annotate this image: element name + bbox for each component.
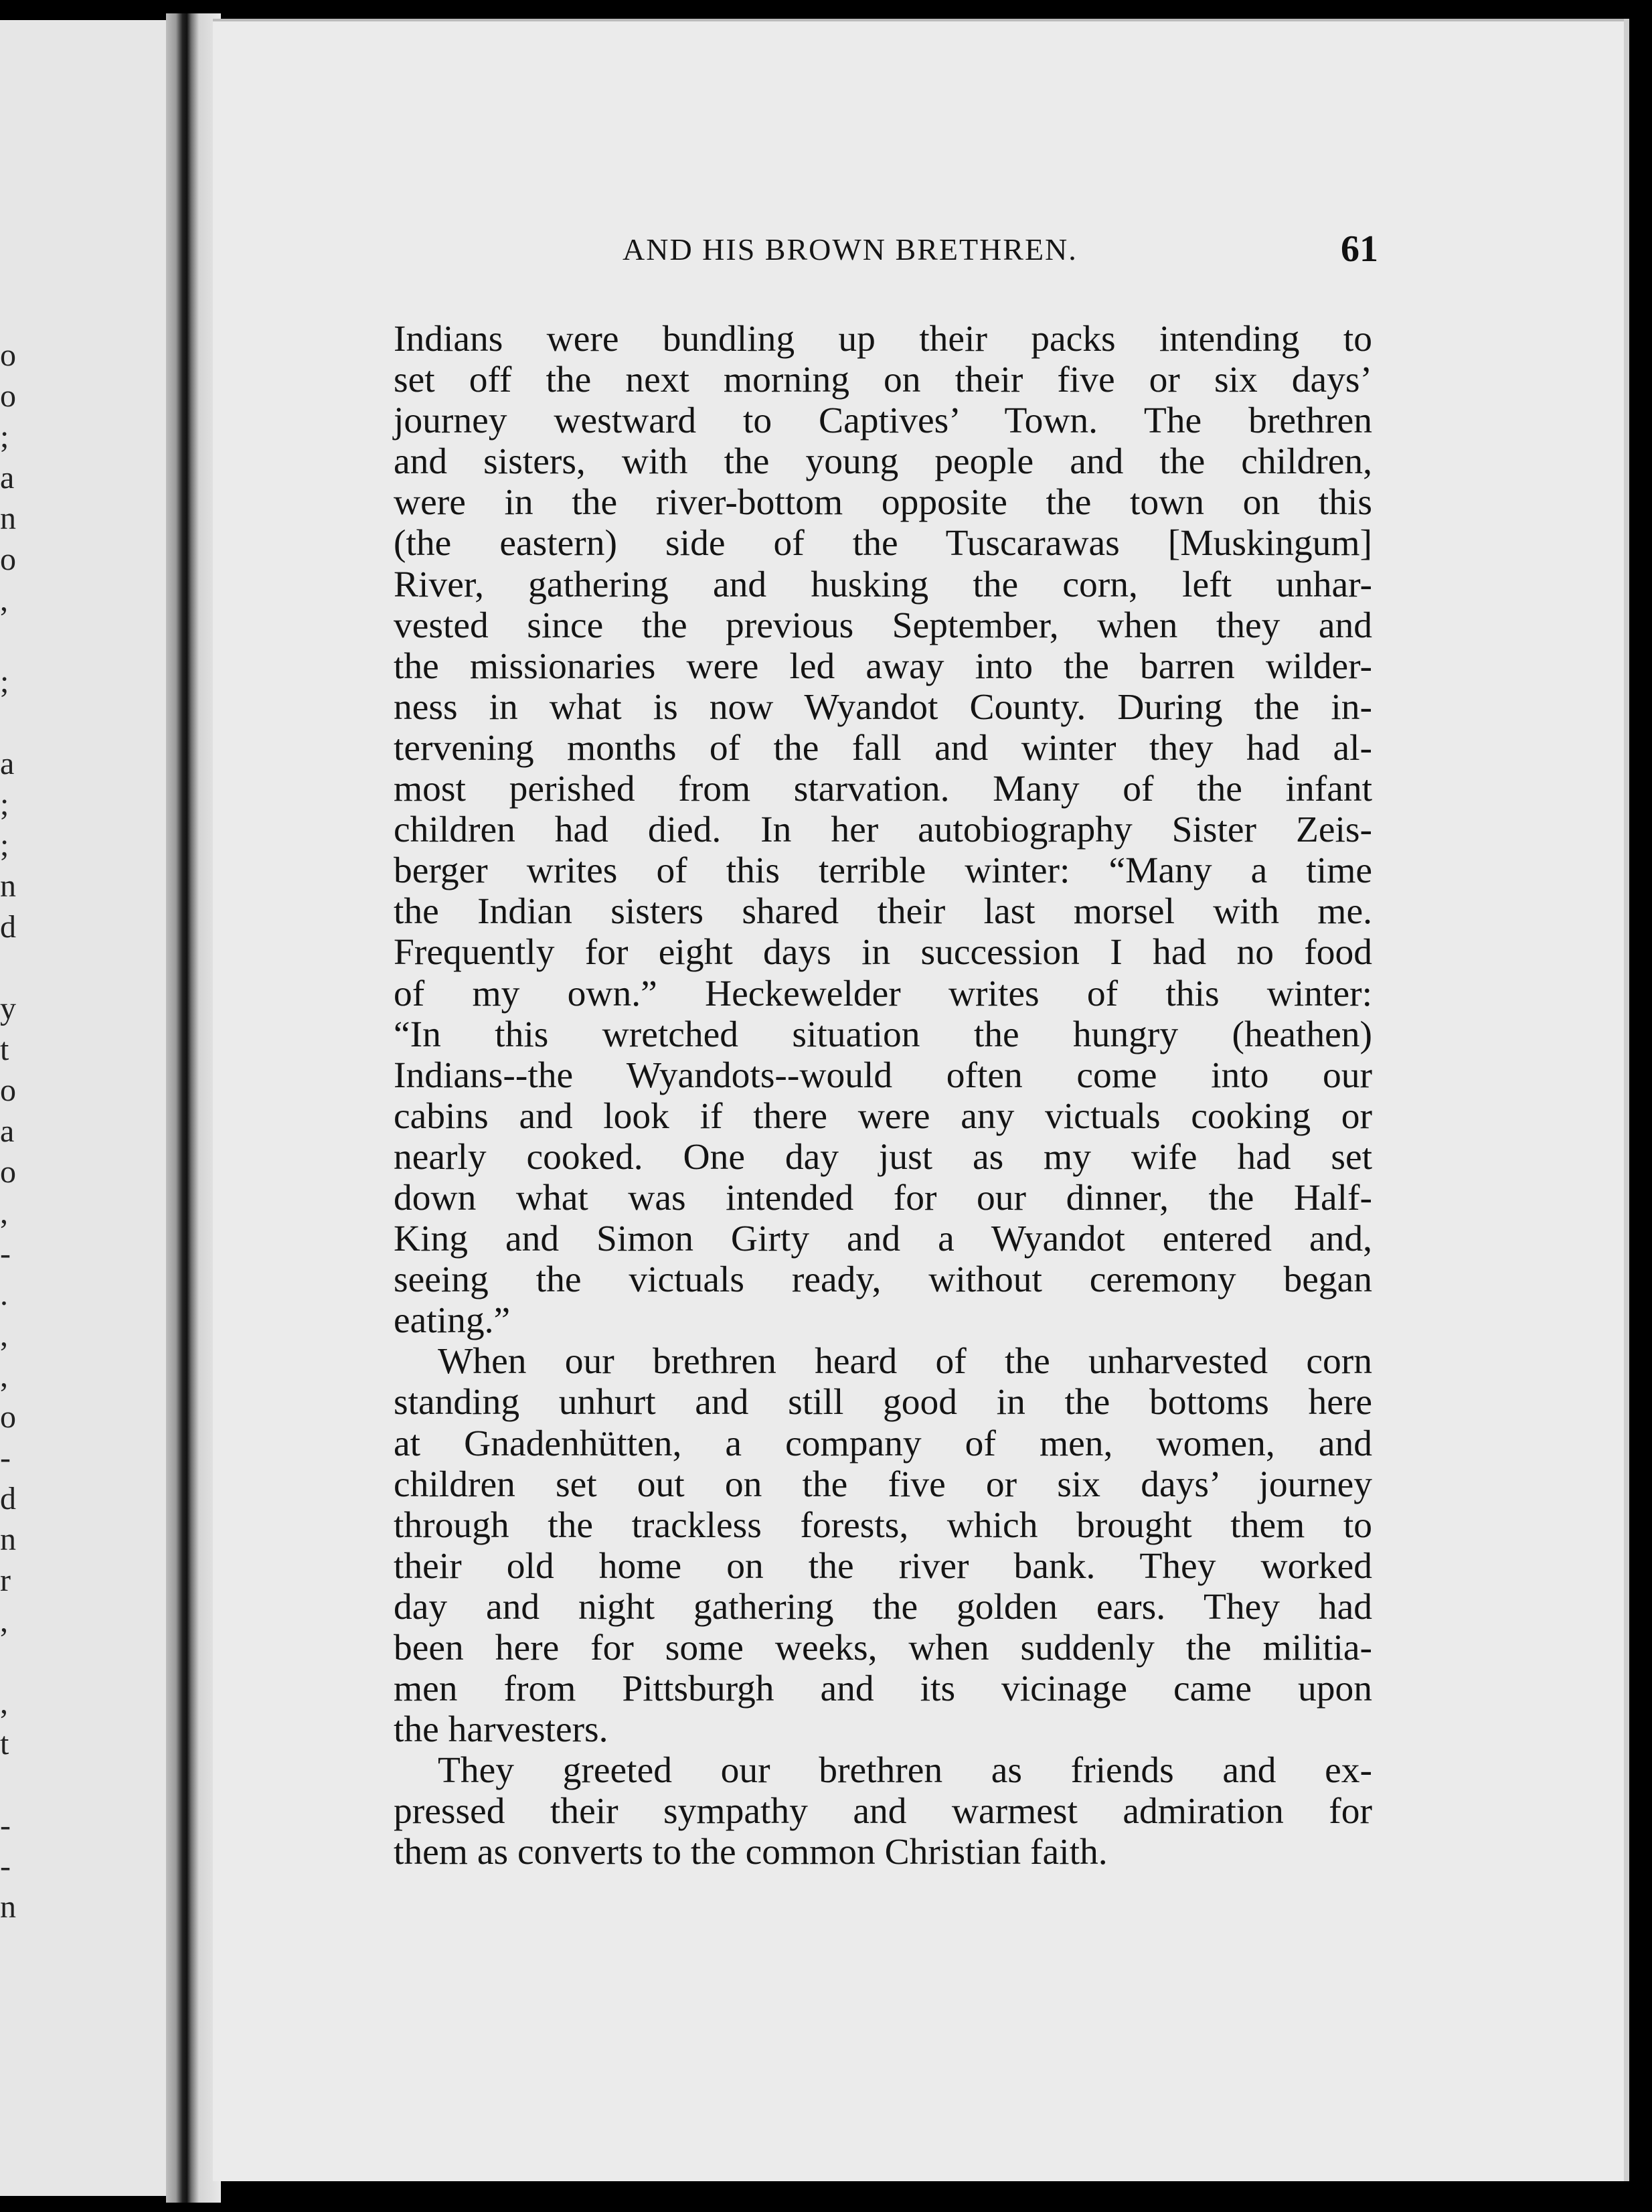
text-line: been here for some weeks, when suddenly the militia- bbox=[394, 1628, 1372, 1668]
body-text bbox=[394, 319, 1372, 1873]
previous-page-fragment: o bbox=[0, 1399, 16, 1435]
paragraph bbox=[394, 319, 1372, 1341]
previous-page-fragment: , bbox=[0, 1685, 8, 1721]
text-line: They greeted our brethren as friends and ex- bbox=[438, 1750, 1372, 1792]
previous-page-fragment: - bbox=[0, 1440, 11, 1476]
previous-page-fragment: a bbox=[0, 746, 15, 781]
previous-page-fragment: n bbox=[0, 1889, 16, 1925]
text-line: standing unhurt and still good in the bottoms here bbox=[394, 1382, 1372, 1423]
paragraph bbox=[394, 1750, 1372, 1873]
previous-page-fragment: a bbox=[0, 460, 15, 495]
text-line: through the trackless forests, which brought them to bbox=[394, 1504, 1372, 1546]
previous-page-fragment: , bbox=[0, 1318, 8, 1353]
previous-page-fragments bbox=[0, 335, 27, 1927]
text-line: ness in what is now Wyandot County. During the in- bbox=[394, 686, 1372, 728]
previous-page-fragment: o bbox=[0, 542, 16, 577]
previous-page-fragment: - bbox=[0, 1236, 11, 1271]
previous-page-fragment: n bbox=[0, 868, 16, 904]
previous-page-fragment: , bbox=[0, 1195, 8, 1231]
previous-page-fragment: ; bbox=[0, 664, 9, 700]
text-line: most perished from starvation. Many of the infant bbox=[394, 769, 1372, 810]
previous-page-fragment: , bbox=[0, 1603, 8, 1639]
text-line: the missionaries were led away into the barren wilder- bbox=[394, 645, 1372, 687]
text-line: “In this wretched situation the hungry (heathen) bbox=[394, 1014, 1372, 1055]
text-line: at Gnadenhütten, a company of men, women, and bbox=[394, 1423, 1372, 1464]
previous-page-fragment bbox=[0, 702, 27, 743]
previous-page-fragment: o bbox=[0, 337, 16, 373]
previous-page-fragment: - bbox=[0, 1848, 11, 1884]
text-line: the Indian sisters shared their last morsel with me. bbox=[394, 891, 1372, 933]
text-line: Indians were bundling up their packs intending to bbox=[394, 319, 1372, 360]
text-line: children set out on the five or six days’ journey bbox=[394, 1464, 1372, 1505]
previous-page-edge bbox=[0, 20, 175, 2196]
previous-page-fragment: t bbox=[0, 1726, 9, 1761]
text-line: children had died. In her autobiography Sister Zeis- bbox=[394, 809, 1372, 851]
text-line: King and Simon Girty and a Wyandot entered and, bbox=[394, 1218, 1372, 1260]
previous-page-fragment: o bbox=[0, 378, 16, 414]
text-line: men from Pittsburgh and its vicinage came upon bbox=[394, 1668, 1372, 1710]
previous-page-fragment: , bbox=[0, 582, 8, 618]
previous-page-fragment: n bbox=[0, 1522, 16, 1557]
text-line: When our brethren heard of the unharvested corn bbox=[438, 1341, 1372, 1382]
text-line: nearly cooked. One day just as my wife had set bbox=[394, 1136, 1372, 1178]
text-line: tervening months of the fall and winter they had al- bbox=[394, 727, 1372, 769]
previous-page-fragment: , bbox=[0, 1358, 8, 1394]
text-line: eating.” bbox=[394, 1300, 511, 1342]
text-line: pressed their sympathy and warmest admiration for bbox=[394, 1791, 1372, 1832]
previous-page-fragment: . bbox=[0, 1277, 8, 1312]
previous-page-fragment: o bbox=[0, 1154, 16, 1190]
previous-page-fragment: y bbox=[0, 991, 16, 1026]
previous-page-fragment: t bbox=[0, 1032, 9, 1067]
paragraph bbox=[394, 1341, 1372, 1750]
previous-page-fragment: - bbox=[0, 1808, 11, 1843]
text-line: vested since the previous September, when they and bbox=[394, 605, 1372, 646]
text-line: seeing the victuals ready, without ceremony began bbox=[394, 1259, 1372, 1301]
previous-page-fragment: o bbox=[0, 1073, 16, 1108]
text-line: set off the next morning on their five or six days’ bbox=[394, 360, 1372, 401]
text-line: Frequently for eight days in succession I had no food bbox=[394, 932, 1372, 973]
previous-page-fragment bbox=[0, 621, 27, 661]
book-page bbox=[213, 19, 1629, 2181]
previous-page-fragment: ; bbox=[0, 419, 9, 455]
previous-page-fragment bbox=[0, 1642, 27, 1682]
previous-page-fragment: n bbox=[0, 501, 16, 536]
text-line: of my own.” Heckewelder writes of this winter: bbox=[394, 973, 1372, 1014]
previous-page-fragment bbox=[0, 947, 27, 988]
text-line: River, gathering and husking the corn, left unhar- bbox=[394, 564, 1372, 605]
text-line: and sisters, with the young people and the children, bbox=[394, 441, 1372, 483]
text-line: the harvesters. bbox=[394, 1709, 608, 1751]
previous-page-fragment: ; bbox=[0, 787, 9, 822]
text-line: berger writes of this terrible winter: “Many a time bbox=[394, 850, 1372, 892]
text-line: day and night gathering the golden ears. They had bbox=[394, 1586, 1372, 1628]
text-line: them as converts to the common Christian faith. bbox=[394, 1832, 1108, 1873]
previous-page-fragment: r bbox=[0, 1563, 11, 1598]
text-line: journey westward to Captives’ Town. The brethren bbox=[394, 400, 1372, 442]
page-number: 61 bbox=[1341, 228, 1378, 270]
page-header bbox=[213, 228, 1624, 279]
text-line: Indians--the Wyandots--would often come into our bbox=[394, 1054, 1372, 1096]
text-line: down what was intended for our dinner, the Half- bbox=[394, 1177, 1372, 1218]
running-head: AND HIS BROWN BRETHREN. bbox=[623, 232, 1078, 266]
previous-page-fragment: a bbox=[0, 1113, 15, 1149]
previous-page-fragment: d bbox=[0, 1481, 16, 1516]
previous-page-fragment bbox=[0, 1764, 27, 1805]
text-line: cabins and look if there were any victuals cooking or bbox=[394, 1095, 1372, 1137]
text-line: their old home on the river bank. They worked bbox=[394, 1545, 1372, 1587]
previous-page-fragment: d bbox=[0, 909, 16, 945]
text-line: (the eastern) side of the Tuscarawas [Muskingum] bbox=[394, 523, 1372, 564]
text-line: were in the river-bottom opposite the town on this bbox=[394, 482, 1372, 524]
previous-page-fragment: ; bbox=[0, 827, 9, 863]
